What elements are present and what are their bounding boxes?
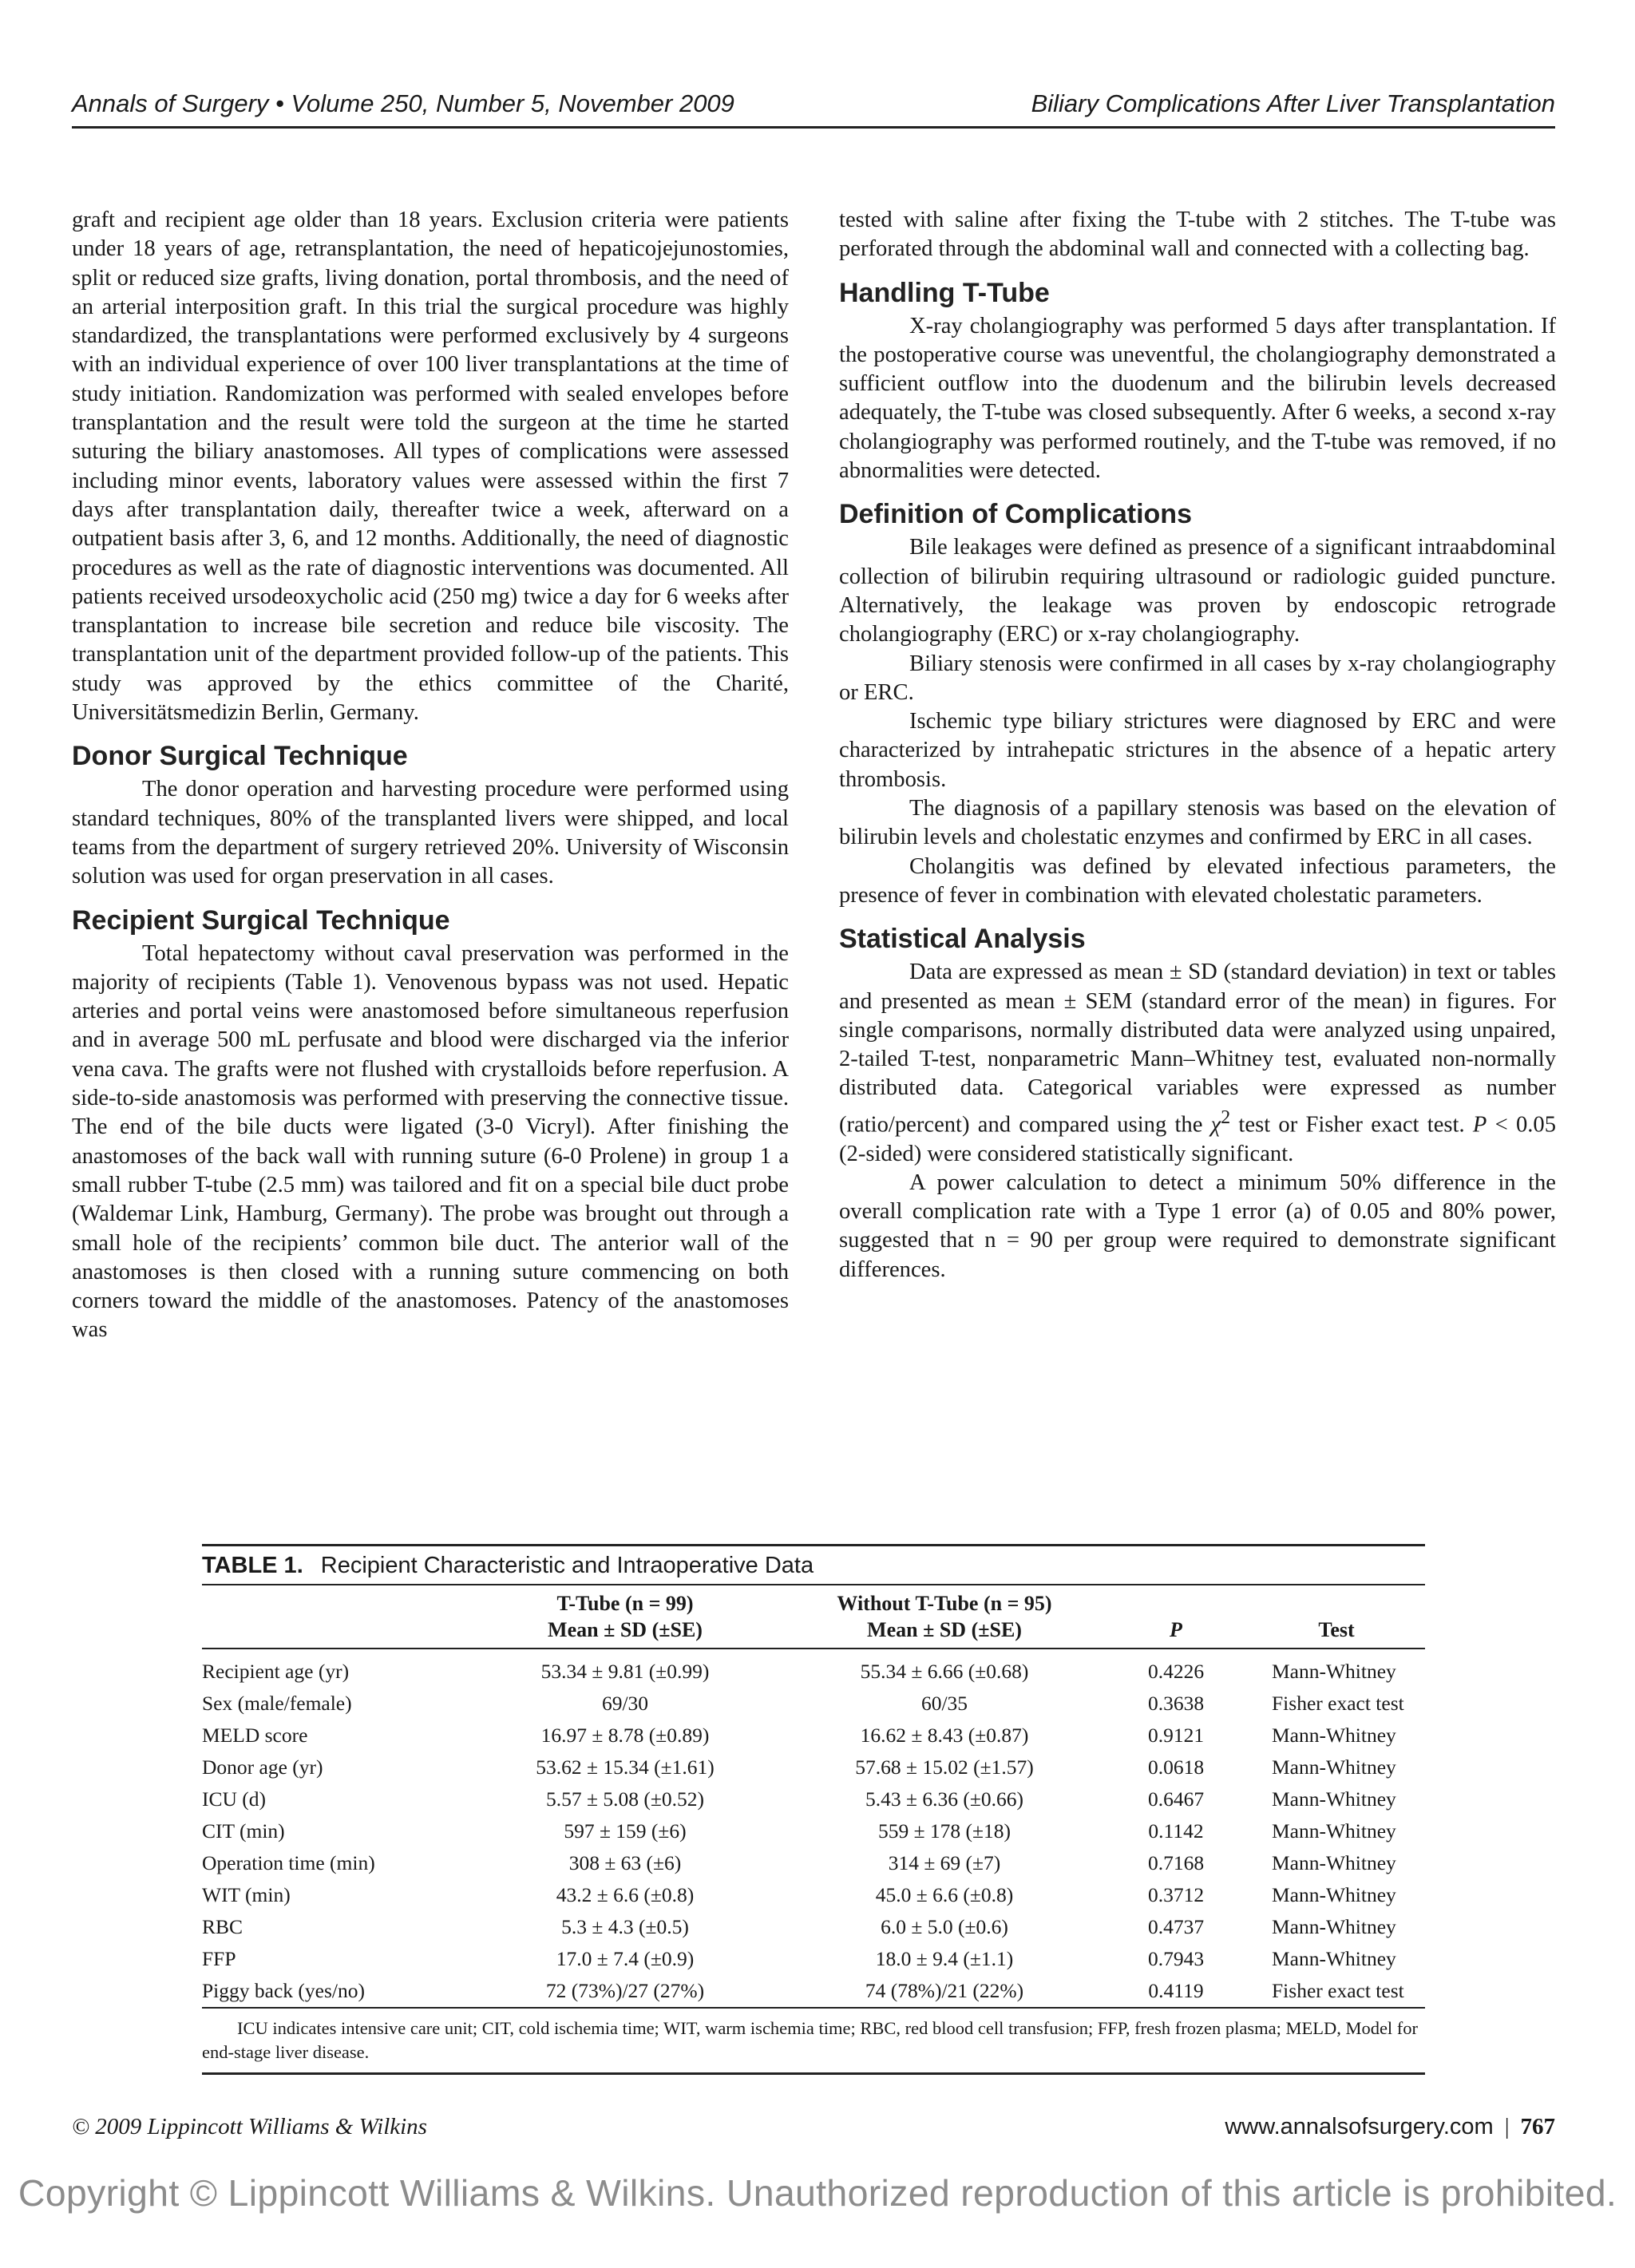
test-cell: Mann-Whitney	[1272, 1947, 1396, 1970]
paragraph: Cholangitis was defined by elevated infectious parameters, the presence of fever in combination with elevated cholestatic parameters.	[839, 853, 1556, 908]
journal-website: www.annalsofsurgery.com	[1225, 2114, 1494, 2139]
page-number: 767	[1520, 2114, 1555, 2139]
header-p-label: P	[1170, 1618, 1182, 1641]
test-cell: Mann-Whitney	[1272, 1755, 1396, 1779]
p-value-cell: 0.3712	[1147, 1883, 1205, 1906]
t-tube-cell: 43.2 ± 6.6 (±0.8)	[556, 1883, 695, 1906]
without-t-tube-cell: 74 (78%)/21 (22%)	[865, 1979, 1024, 2002]
table-note-text: ICU indicates intensive care unit; CIT, cold ischemia time; WIT, warm ischemia time; RBC, red blood cell transfusion; FFP, fresh frozen plasma; MELD, Model for end-stage liver disease.	[202, 2018, 1419, 2062]
test-cell: Fisher exact test	[1272, 1979, 1404, 2002]
p-symbol: P	[1472, 1112, 1487, 1138]
right-column	[839, 206, 1556, 1284]
table-row	[202, 1847, 1425, 1879]
table-caption: Recipient Characteristic and Intraoperative Data	[320, 1553, 814, 1578]
publisher-copyright: © 2009 Lippincott Williams & Wilkins	[72, 2114, 427, 2139]
p-value-cell: 0.1142	[1148, 1819, 1204, 1843]
without-t-tube-cell: 16.62 ± 8.43 (±0.87)	[860, 1724, 1029, 1747]
row-label-cell: Sex (male/female)	[202, 1692, 352, 1715]
without-t-tube-cell: 6.0 ± 5.0 (±0.6)	[881, 1915, 1008, 1938]
paragraph: Bile leakages were defined as presence of a significant intraabdominal collection of bilirubin requiring ultrasound or radiologic guided puncture. Alternatively, the leakage was proven by endoscopic retrograde cholangiography (ERC) or x-ray cholangiography.	[839, 535, 1556, 647]
t-tube-cell: 53.34 ± 9.81 (±0.99)	[540, 1660, 710, 1683]
page-footer	[72, 2114, 1555, 2146]
row-label-cell: Piggy back (yes/no)	[202, 1979, 365, 2002]
row-label-cell: RBC	[202, 1915, 243, 1938]
row-label-cell: MELD score	[202, 1724, 308, 1747]
without-t-tube-cell: 5.43 ± 6.36 (±0.66)	[865, 1787, 1023, 1811]
test-cell: Mann-Whitney	[1272, 1724, 1396, 1747]
row-label-cell: FFP	[202, 1947, 236, 1970]
table-row	[202, 1649, 1425, 1688]
footer-separator: |	[1504, 2114, 1510, 2139]
t-tube-cell: 16.97 ± 8.78 (±0.89)	[540, 1724, 710, 1747]
header-without-t-tube	[785, 1585, 1104, 1649]
table-1	[202, 1544, 1425, 2075]
p-value-cell: 0.4119	[1148, 1979, 1204, 2002]
text-run: Data are expressed as mean ± SD (standard deviation) in text or tables and presented as mean ± SEM (standard error of the mean) in figures. For single comparisons, normally distributed data were analyzed using unpaired, 2-tailed T-test, nonparametric Mann–Whitney test, evaluated non-normally distributed data. Categorical variables were expressed as number (ratio/percent) and compared using the	[839, 960, 1556, 1138]
test-cell: Mann-Whitney	[1272, 1787, 1396, 1811]
row-label-cell: CIT (min)	[202, 1819, 285, 1843]
without-t-tube-cell: 45.0 ± 6.6 (±0.8)	[875, 1883, 1014, 1906]
paragraph: The diagnosis of a papillary stenosis was based on the elevation of bilirubin levels and cholestatic enzymes and confirmed by ERC in all cases.	[839, 796, 1556, 850]
without-t-tube-cell: 559 ± 178 (±18)	[877, 1819, 1011, 1843]
test-cell: Fisher exact test	[1272, 1692, 1404, 1715]
p-value-cell: 0.3638	[1147, 1692, 1205, 1715]
header-line: Mean ± SD (±SE)	[548, 1618, 703, 1641]
chi-symbol: χ	[1210, 1112, 1221, 1138]
section-heading: Statistical Analysis	[839, 924, 1086, 955]
table-row	[202, 1688, 1425, 1720]
without-t-tube-cell: 55.34 ± 6.66 (±0.68)	[860, 1660, 1029, 1683]
header-line: Without T-Tube (n = 95)	[837, 1592, 1052, 1615]
paragraph-statistics	[839, 958, 1556, 1169]
journal-citation: Annals of Surgery • Volume 250, Number 5, November 2009	[72, 89, 734, 117]
t-tube-cell: 72 (73%)/27 (27%)	[545, 1979, 705, 2002]
table-row	[202, 1975, 1425, 2007]
without-t-tube-cell: 314 ± 69 (±7)	[888, 1851, 1001, 1874]
header-line: T-Tube (n = 99)	[556, 1592, 694, 1615]
header-t-tube	[465, 1585, 785, 1649]
row-label-cell: Operation time (min)	[202, 1851, 375, 1874]
table-row	[202, 1783, 1425, 1815]
table-row	[202, 1943, 1425, 1975]
table-label: TABLE 1.	[202, 1553, 303, 1578]
chi-superscript: 2	[1221, 1106, 1231, 1128]
text-run: test or Fisher exact test.	[1230, 1112, 1473, 1138]
test-cell: Mann-Whitney	[1272, 1883, 1396, 1906]
test-cell: Mann-Whitney	[1272, 1915, 1396, 1938]
text-run: < 0.05 (2-sided) were considered statistically significant.	[839, 1112, 1556, 1166]
without-t-tube-cell: 18.0 ± 9.4 (±1.1)	[875, 1947, 1014, 1970]
t-tube-cell: 308 ± 63 (±6)	[568, 1851, 682, 1874]
table-row	[202, 1879, 1425, 1911]
p-value-cell: 0.9121	[1147, 1724, 1205, 1747]
paragraph: Total hepatectomy without caval preservation was performed in the majority of recipients (Table 1). Venovenous bypass was not used. Hepatic arteries and portal veins were anastomosed before simultaneous reperfusion and in average 500 mL perfusate and blood were discharged via the inferior vena cava. The grafts were not flushed with crystalloids before reperfusion. A side-to-side anastomosis was performed with preserving the connective tissue. The end of the bile ducts were ligated (3-0 Vicryl). After finishing the anastomoses of the back wall with running suture (6-0 Prolene) in group 1 a small rubber T-tube (2.5 mm) was tailored and fit on a special bile duct probe (Waldemar Link, Hamburg, Germany). The probe was brought out through a small hole of the recipients’ common bile duct. The anterior wall of the anastomoses is then closed with a running suture commencing on both corners toward the middle of the anastomoses. Patency of the anastomoses was	[72, 940, 789, 1343]
test-cell: Mann-Whitney	[1272, 1660, 1396, 1683]
table-header-row	[202, 1585, 1425, 1649]
row-label-cell: WIT (min)	[202, 1883, 291, 1906]
p-value-cell: 0.6467	[1147, 1787, 1205, 1811]
table-row	[202, 1911, 1425, 1943]
t-tube-cell: 5.57 ± 5.08 (±0.52)	[546, 1787, 704, 1811]
p-value-cell: 0.0618	[1147, 1755, 1205, 1779]
t-tube-cell: 69/30	[601, 1692, 649, 1715]
article-short-title: Biliary Complications After Liver Transplantation	[1031, 89, 1555, 117]
test-cell: Mann-Whitney	[1272, 1819, 1396, 1843]
p-value-cell: 0.7943	[1147, 1947, 1205, 1970]
section-heading: Handling T-Tube	[839, 277, 1050, 308]
t-tube-cell: 5.3 ± 4.3 (±0.5)	[561, 1915, 689, 1938]
section-heading: Donor Surgical Technique	[72, 741, 408, 772]
table-footnote	[202, 2007, 1425, 2075]
section-heading: Recipient Surgical Technique	[72, 904, 450, 936]
data-table	[202, 1585, 1425, 2007]
footer-right	[1225, 2114, 1555, 2140]
header-blank	[202, 1585, 465, 1649]
header-line: Mean ± SD (±SE)	[867, 1618, 1022, 1641]
t-tube-cell: 597 ± 159 (±6)	[564, 1819, 687, 1843]
paragraph: A power calculation to detect a minimum 50% difference in the overall complication rate with a Type 1 error (a) of 0.05 and 80% power, suggested that n = 90 per group were required to demonstrate significant differences.	[839, 1170, 1556, 1282]
row-label-cell: Donor age (yr)	[202, 1755, 323, 1779]
p-value-cell: 0.7168	[1147, 1851, 1205, 1874]
paragraph: Ischemic type biliary strictures were diagnosed by ERC and were characterized by intrahepatic strictures in the absence of a hepatic artery thrombosis.	[839, 709, 1556, 792]
test-cell: Mann-Whitney	[1272, 1851, 1396, 1874]
paragraph: The donor operation and harvesting procedure were performed using standard techniques, 80% of the transplanted livers were shipped, and local teams from the department of surgery retrieved 20%. University of Wisconsin solution was used for organ preservation in all cases.	[72, 777, 789, 889]
table-body	[202, 1649, 1425, 2007]
without-t-tube-cell: 60/35	[920, 1692, 968, 1715]
table-title	[202, 1544, 1425, 1585]
row-label-cell: Recipient age (yr)	[202, 1660, 350, 1683]
row-label-cell: ICU (d)	[202, 1787, 267, 1811]
t-tube-cell: 53.62 ± 15.34 (±1.61)	[536, 1755, 715, 1779]
table-row	[202, 1815, 1425, 1847]
section-heading: Definition of Complications	[839, 499, 1192, 530]
paragraph: graft and recipient age older than 18 years. Exclusion criteria were patients under 18 years of age, retransplantation, the need of hepaticojejunostomies, split or reduced size grafts, living donation, portal thrombosis, and the need of an arterial interposition graft. In this trial the surgical procedure was highly standardized, the transplantations were performed exclusively by 4 surgeons with an individual experience of over 100 liver transplantations at the time of study initiation. Randomization was performed with sealed envelopes before transplantation and the result were told the surgeon at the time he started suturing the biliary anastomoses. All types of complications were assessed including minor events, laboratory values were assessed within the first 7 days after transplantation daily, thereafter twice a week, afterward on a outpatient basis after 3, 6, and 12 months. Additionally, the need of diagnostic procedures as well as the rate of diagnostic interventions was documented. All patients received ursodeoxycholic acid (250 mg) twice a day for 6 weeks after transplantation to increase bile secretion and reduce bile viscosity. The transplantation unit of the department provided follow-up of the patients. This study was approved by the ethics committee of the Charité, Universitätsmedizin Berlin, Germany.	[72, 208, 789, 726]
t-tube-cell: 17.0 ± 7.4 (±0.9)	[556, 1947, 695, 1970]
without-t-tube-cell: 57.68 ± 15.02 (±1.57)	[855, 1755, 1034, 1779]
header-test: Test	[1248, 1585, 1425, 1649]
header-p	[1104, 1585, 1248, 1649]
table-row	[202, 1751, 1425, 1783]
copyright-notice: Copyright © Lippincott Williams & Wilkins. Unauthorized reproduction of this article is prohibited.	[18, 2172, 1617, 2214]
left-column	[72, 206, 789, 1345]
paragraph: X-ray cholangiography was performed 5 days after transplantation. If the postoperative course was uneventful, the cholangiography demonstrated a sufficient outflow into the duodenum and the bilirubin levels decreased adequately, the T-tube was closed subsequently. After 6 weeks, a second x-ray cholangiography was performed routinely, and the T-tube was removed, if no abnormalities were detected.	[839, 313, 1556, 484]
p-value-cell: 0.4737	[1147, 1915, 1205, 1938]
paragraph: Biliary stenosis were confirmed in all cases by x-ray cholangiography or ERC.	[839, 651, 1556, 705]
p-value-cell: 0.4226	[1147, 1660, 1205, 1683]
paragraph: tested with saline after fixing the T-tube with 2 stitches. The T-tube was perforated through the abdominal wall and connected with a collecting bag.	[839, 208, 1556, 262]
running-header	[72, 88, 1555, 129]
table-row	[202, 1720, 1425, 1751]
